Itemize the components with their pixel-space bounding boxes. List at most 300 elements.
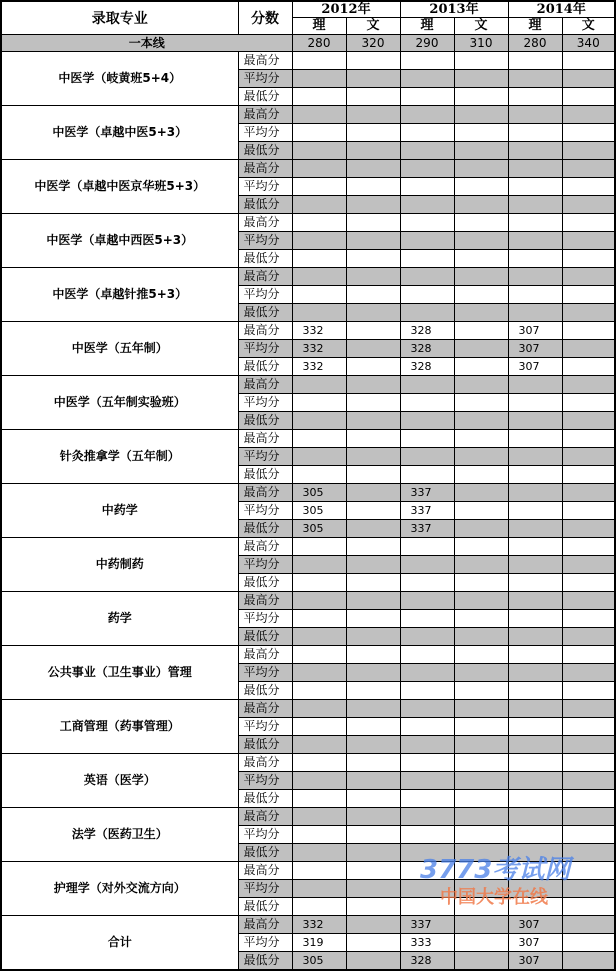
table-row bbox=[1, 322, 615, 340]
score-cell bbox=[508, 754, 562, 772]
score-cell bbox=[562, 358, 615, 376]
score-cell bbox=[562, 952, 615, 971]
score-cell bbox=[454, 124, 508, 142]
score-cell bbox=[508, 286, 562, 304]
score-cell bbox=[562, 106, 615, 124]
score-cell bbox=[454, 862, 508, 880]
major-column-header: 录取专业 bbox=[1, 1, 238, 35]
score-cell bbox=[508, 214, 562, 232]
score-cell bbox=[508, 592, 562, 610]
score-cell: 337 bbox=[400, 916, 454, 934]
score-cell: 307 bbox=[508, 358, 562, 376]
table-row bbox=[1, 214, 615, 232]
score-cell bbox=[562, 646, 615, 664]
header-year-row bbox=[1, 1, 615, 18]
score-cell bbox=[400, 538, 454, 556]
baseline-value: 340 bbox=[562, 35, 615, 52]
score-cell bbox=[346, 610, 400, 628]
score-cell bbox=[508, 88, 562, 106]
score-type-label: 最低分 bbox=[238, 196, 292, 214]
score-cell bbox=[400, 880, 454, 898]
score-type-label: 最高分 bbox=[238, 322, 292, 340]
score-cell: 332 bbox=[292, 358, 346, 376]
score-cell bbox=[454, 790, 508, 808]
score-cell bbox=[562, 178, 615, 196]
score-type-label: 最低分 bbox=[238, 142, 292, 160]
score-cell bbox=[292, 646, 346, 664]
score-cell bbox=[400, 124, 454, 142]
score-cell bbox=[292, 142, 346, 160]
score-type-label: 最低分 bbox=[238, 466, 292, 484]
score-cell bbox=[292, 826, 346, 844]
table-row bbox=[1, 106, 615, 124]
stream-header-science: 理 bbox=[508, 18, 562, 35]
score-cell bbox=[454, 574, 508, 592]
score-cell bbox=[508, 70, 562, 88]
stream-header-arts: 文 bbox=[346, 18, 400, 35]
score-type-label: 最高分 bbox=[238, 754, 292, 772]
score-cell bbox=[562, 844, 615, 862]
score-cell bbox=[508, 790, 562, 808]
score-cell bbox=[346, 160, 400, 178]
score-cell bbox=[454, 592, 508, 610]
score-type-label: 最低分 bbox=[238, 682, 292, 700]
score-cell bbox=[400, 88, 454, 106]
score-cell bbox=[400, 412, 454, 430]
score-cell bbox=[454, 898, 508, 916]
score-cell bbox=[346, 772, 400, 790]
score-cell: 333 bbox=[400, 934, 454, 952]
score-cell bbox=[346, 448, 400, 466]
score-cell: 305 bbox=[292, 484, 346, 502]
score-type-label: 最低分 bbox=[238, 574, 292, 592]
score-cell bbox=[292, 106, 346, 124]
score-cell: 319 bbox=[292, 934, 346, 952]
score-cell bbox=[346, 358, 400, 376]
score-cell bbox=[562, 376, 615, 394]
score-cell bbox=[346, 340, 400, 358]
score-cell bbox=[400, 736, 454, 754]
score-cell bbox=[292, 88, 346, 106]
score-cell bbox=[454, 430, 508, 448]
score-cell bbox=[508, 502, 562, 520]
score-cell bbox=[400, 592, 454, 610]
major-name: 工商管理（药事管理） bbox=[1, 700, 238, 754]
score-cell bbox=[508, 124, 562, 142]
score-cell bbox=[400, 646, 454, 664]
table-row bbox=[1, 808, 615, 826]
score-cell bbox=[508, 718, 562, 736]
score-cell bbox=[562, 916, 615, 934]
score-cell bbox=[292, 754, 346, 772]
score-cell bbox=[400, 52, 454, 70]
table-row bbox=[1, 52, 615, 70]
score-cell bbox=[292, 736, 346, 754]
table-row bbox=[1, 268, 615, 286]
score-cell bbox=[454, 664, 508, 682]
score-cell bbox=[508, 520, 562, 538]
score-cell bbox=[508, 538, 562, 556]
score-cell bbox=[346, 646, 400, 664]
score-cell bbox=[292, 718, 346, 736]
score-cell bbox=[562, 862, 615, 880]
score-cell bbox=[292, 772, 346, 790]
score-type-label: 最低分 bbox=[238, 790, 292, 808]
score-cell bbox=[562, 538, 615, 556]
score-cell bbox=[400, 304, 454, 322]
score-type-label: 最低分 bbox=[238, 304, 292, 322]
major-name: 法学（医药卫生） bbox=[1, 808, 238, 862]
score-cell bbox=[346, 88, 400, 106]
score-cell bbox=[562, 682, 615, 700]
score-cell bbox=[508, 106, 562, 124]
score-cell bbox=[292, 466, 346, 484]
score-cell bbox=[400, 448, 454, 466]
score-cell bbox=[454, 718, 508, 736]
score-cell bbox=[346, 880, 400, 898]
score-cell bbox=[454, 160, 508, 178]
score-cell bbox=[400, 862, 454, 880]
score-type-label: 平均分 bbox=[238, 934, 292, 952]
score-cell bbox=[562, 772, 615, 790]
watermark-university-online: 中国大学在线 bbox=[440, 887, 548, 908]
score-cell: 328 bbox=[400, 340, 454, 358]
score-type-label: 最高分 bbox=[238, 700, 292, 718]
score-cell bbox=[454, 178, 508, 196]
major-name: 中药学 bbox=[1, 484, 238, 538]
score-cell bbox=[454, 754, 508, 772]
score-type-label: 最高分 bbox=[238, 916, 292, 934]
score-cell bbox=[508, 178, 562, 196]
table-row bbox=[1, 754, 615, 772]
score-type-label: 最高分 bbox=[238, 430, 292, 448]
score-type-label: 最低分 bbox=[238, 358, 292, 376]
score-cell bbox=[292, 214, 346, 232]
score-cell bbox=[292, 880, 346, 898]
score-cell bbox=[292, 178, 346, 196]
score-cell bbox=[454, 826, 508, 844]
score-cell bbox=[562, 592, 615, 610]
score-cell bbox=[292, 610, 346, 628]
score-cell bbox=[454, 232, 508, 250]
score-cell bbox=[508, 826, 562, 844]
score-type-label: 最低分 bbox=[238, 844, 292, 862]
score-cell bbox=[346, 700, 400, 718]
score-type-label: 平均分 bbox=[238, 826, 292, 844]
score-cell bbox=[508, 628, 562, 646]
table-row bbox=[1, 376, 615, 394]
table-row bbox=[1, 538, 615, 556]
score-cell bbox=[508, 898, 562, 916]
score-cell bbox=[508, 880, 562, 898]
score-cell bbox=[400, 178, 454, 196]
score-cell bbox=[400, 700, 454, 718]
score-cell bbox=[346, 556, 400, 574]
score-cell bbox=[508, 52, 562, 70]
score-cell bbox=[454, 808, 508, 826]
score-type-label: 最低分 bbox=[238, 952, 292, 971]
score-cell bbox=[292, 70, 346, 88]
score-cell bbox=[346, 862, 400, 880]
score-cell bbox=[400, 718, 454, 736]
table-row bbox=[1, 592, 615, 610]
score-cell bbox=[346, 574, 400, 592]
table-row bbox=[1, 646, 615, 664]
table-row bbox=[1, 862, 615, 880]
score-cell bbox=[400, 70, 454, 88]
score-cell bbox=[508, 808, 562, 826]
score-cell: 328 bbox=[400, 358, 454, 376]
score-cell bbox=[454, 358, 508, 376]
score-cell bbox=[400, 682, 454, 700]
major-name: 中药制药 bbox=[1, 538, 238, 592]
score-cell bbox=[454, 556, 508, 574]
score-cell bbox=[562, 214, 615, 232]
score-cell bbox=[346, 628, 400, 646]
score-cell bbox=[292, 376, 346, 394]
baseline-value: 290 bbox=[400, 35, 454, 52]
score-cell bbox=[508, 196, 562, 214]
score-cell bbox=[562, 52, 615, 70]
score-type-label: 最高分 bbox=[238, 268, 292, 286]
baseline-value: 280 bbox=[508, 35, 562, 52]
score-cell bbox=[400, 232, 454, 250]
score-cell bbox=[346, 790, 400, 808]
table-body bbox=[1, 52, 615, 971]
score-cell: 305 bbox=[292, 520, 346, 538]
score-cell bbox=[562, 160, 615, 178]
score-cell bbox=[562, 808, 615, 826]
score-type-label: 平均分 bbox=[238, 70, 292, 88]
score-cell bbox=[562, 340, 615, 358]
score-cell bbox=[292, 232, 346, 250]
score-cell bbox=[454, 484, 508, 502]
score-cell bbox=[292, 538, 346, 556]
score-type-label: 最低分 bbox=[238, 412, 292, 430]
year-header-2012: 2012年 bbox=[292, 1, 400, 18]
score-cell bbox=[562, 304, 615, 322]
score-cell bbox=[562, 664, 615, 682]
score-cell bbox=[454, 250, 508, 268]
major-name: 药学 bbox=[1, 592, 238, 646]
score-cell bbox=[562, 754, 615, 772]
score-cell bbox=[292, 628, 346, 646]
score-cell bbox=[346, 52, 400, 70]
score-cell bbox=[292, 304, 346, 322]
table-row bbox=[1, 430, 615, 448]
score-cell bbox=[562, 124, 615, 142]
score-cell bbox=[562, 520, 615, 538]
score-cell bbox=[508, 268, 562, 286]
score-cell bbox=[454, 322, 508, 340]
score-cell bbox=[292, 592, 346, 610]
major-name: 合计 bbox=[1, 916, 238, 971]
score-cell bbox=[400, 250, 454, 268]
score-cell bbox=[454, 952, 508, 971]
score-cell bbox=[400, 610, 454, 628]
score-cell bbox=[346, 322, 400, 340]
score-cell bbox=[400, 268, 454, 286]
score-cell bbox=[508, 844, 562, 862]
score-cell bbox=[292, 430, 346, 448]
score-type-label: 平均分 bbox=[238, 178, 292, 196]
score-cell bbox=[562, 790, 615, 808]
score-cell bbox=[562, 196, 615, 214]
score-type-label: 最低分 bbox=[238, 520, 292, 538]
score-cell bbox=[454, 88, 508, 106]
score-cell bbox=[508, 484, 562, 502]
score-cell bbox=[508, 160, 562, 178]
score-cell bbox=[400, 754, 454, 772]
score-cell bbox=[346, 736, 400, 754]
score-cell bbox=[346, 124, 400, 142]
score-cell bbox=[400, 106, 454, 124]
score-cell: 337 bbox=[400, 484, 454, 502]
table-row bbox=[1, 916, 615, 934]
score-cell bbox=[400, 394, 454, 412]
major-name: 针灸推拿学（五年制） bbox=[1, 430, 238, 484]
score-type-label: 最高分 bbox=[238, 862, 292, 880]
score-cell bbox=[292, 52, 346, 70]
score-cell bbox=[346, 538, 400, 556]
major-name: 英语（医学） bbox=[1, 754, 238, 808]
score-cell: 328 bbox=[400, 952, 454, 971]
score-cell: 337 bbox=[400, 520, 454, 538]
stream-header-arts: 文 bbox=[454, 18, 508, 35]
score-cell bbox=[346, 484, 400, 502]
score-cell bbox=[346, 808, 400, 826]
table-row bbox=[1, 160, 615, 178]
score-cell bbox=[454, 646, 508, 664]
score-cell bbox=[508, 232, 562, 250]
score-cell bbox=[346, 718, 400, 736]
score-cell bbox=[400, 772, 454, 790]
score-cell: 307 bbox=[508, 916, 562, 934]
score-cell bbox=[508, 394, 562, 412]
score-cell bbox=[400, 466, 454, 484]
score-cell bbox=[508, 376, 562, 394]
score-cell bbox=[454, 268, 508, 286]
score-cell bbox=[562, 250, 615, 268]
score-cell bbox=[508, 412, 562, 430]
score-cell bbox=[400, 898, 454, 916]
score-type-label: 平均分 bbox=[238, 340, 292, 358]
score-cell bbox=[454, 700, 508, 718]
major-name: 中医学（卓越中医5+3） bbox=[1, 106, 238, 160]
score-type-label: 最高分 bbox=[238, 592, 292, 610]
major-name: 中医学（五年制实验班） bbox=[1, 376, 238, 430]
score-cell bbox=[346, 394, 400, 412]
score-cell bbox=[346, 106, 400, 124]
score-cell bbox=[454, 880, 508, 898]
score-cell: 328 bbox=[400, 322, 454, 340]
score-cell bbox=[508, 448, 562, 466]
score-cell bbox=[346, 592, 400, 610]
score-cell bbox=[400, 376, 454, 394]
score-cell bbox=[292, 160, 346, 178]
score-cell bbox=[508, 700, 562, 718]
score-cell bbox=[454, 934, 508, 952]
score-type-label: 最低分 bbox=[238, 898, 292, 916]
score-cell bbox=[508, 466, 562, 484]
score-cell bbox=[292, 862, 346, 880]
major-name: 中医学（卓越中西医5+3） bbox=[1, 214, 238, 268]
score-cell bbox=[346, 430, 400, 448]
score-type-label: 最低分 bbox=[238, 736, 292, 754]
score-cell bbox=[508, 682, 562, 700]
score-cell bbox=[508, 142, 562, 160]
score-cell bbox=[454, 448, 508, 466]
score-cell bbox=[562, 286, 615, 304]
score-cell bbox=[454, 70, 508, 88]
score-cell bbox=[346, 916, 400, 934]
score-cell bbox=[346, 754, 400, 772]
score-cell bbox=[454, 682, 508, 700]
score-cell bbox=[508, 736, 562, 754]
stream-header-arts: 文 bbox=[562, 18, 615, 35]
score-cell bbox=[400, 430, 454, 448]
score-cell bbox=[292, 448, 346, 466]
score-cell: 305 bbox=[292, 502, 346, 520]
score-cell bbox=[562, 394, 615, 412]
score-cell: 337 bbox=[400, 502, 454, 520]
score-cell bbox=[292, 196, 346, 214]
score-cell bbox=[346, 412, 400, 430]
score-cell bbox=[508, 304, 562, 322]
score-type-label: 最高分 bbox=[238, 484, 292, 502]
score-cell bbox=[400, 556, 454, 574]
score-cell bbox=[454, 394, 508, 412]
score-cell bbox=[346, 376, 400, 394]
score-cell bbox=[454, 286, 508, 304]
score-cell bbox=[562, 934, 615, 952]
score-cell bbox=[562, 700, 615, 718]
score-type-label: 最低分 bbox=[238, 88, 292, 106]
score-cell bbox=[400, 214, 454, 232]
score-cell bbox=[454, 376, 508, 394]
score-cell bbox=[292, 124, 346, 142]
score-cell bbox=[346, 232, 400, 250]
stream-header-science: 理 bbox=[400, 18, 454, 35]
score-type-label: 最高分 bbox=[238, 538, 292, 556]
score-cell bbox=[562, 574, 615, 592]
score-type-label: 平均分 bbox=[238, 502, 292, 520]
score-cell bbox=[346, 934, 400, 952]
score-cell bbox=[346, 250, 400, 268]
major-name: 中医学（卓越针推5+3） bbox=[1, 268, 238, 322]
score-cell bbox=[346, 142, 400, 160]
major-name: 中医学（岐黄班5+4） bbox=[1, 52, 238, 106]
score-cell bbox=[346, 826, 400, 844]
score-cell bbox=[454, 214, 508, 232]
score-cell bbox=[346, 898, 400, 916]
score-cell bbox=[454, 340, 508, 358]
table-row bbox=[1, 700, 615, 718]
score-cell bbox=[292, 808, 346, 826]
score-cell bbox=[562, 628, 615, 646]
score-cell bbox=[400, 844, 454, 862]
score-cell bbox=[562, 448, 615, 466]
score-cell bbox=[346, 466, 400, 484]
score-cell bbox=[292, 700, 346, 718]
baseline-row bbox=[1, 35, 615, 52]
score-cell bbox=[562, 826, 615, 844]
score-cell bbox=[292, 412, 346, 430]
score-type-label: 平均分 bbox=[238, 718, 292, 736]
score-cell bbox=[454, 304, 508, 322]
score-cell bbox=[562, 484, 615, 502]
score-cell bbox=[454, 772, 508, 790]
